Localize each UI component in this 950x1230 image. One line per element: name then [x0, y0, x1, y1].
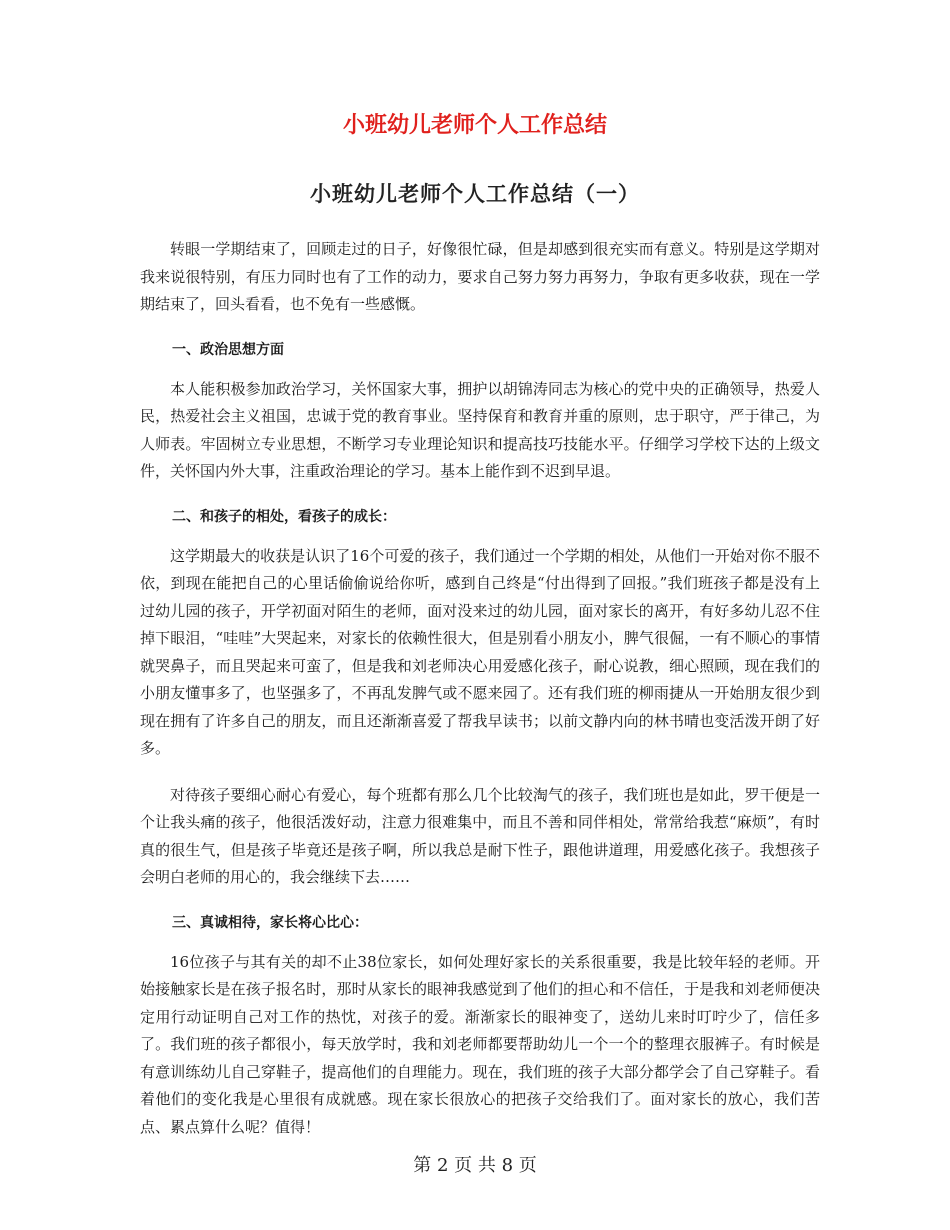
document-body: [140, 236, 820, 1160]
politics-paragraph: 本人能积极参加政治学习，关怀国家大事，拥护以胡锦涛同志为核心的党中央的正确领导，热爱人民，热爱社会主义祖国，忠诚于党的教育事业。坚持保育和教育并重的原则，忠于职守，严于律己，为人师表。牢固树立专业思想，不断学习专业理论知识和提高技巧技能水平。仔细学习学校下达的上级文件，关怀国内外大事，注重政治理论的学习。基本上能作到不迟到早退。: [140, 379, 820, 480]
children-paragraph-2: 对待孩子要细心耐心有爱心，每个班都有那么几个比较淘气的孩子，我们班也是如此，罗干便是一个让我头痛的孩子，他很活泼好动，注意力很难集中，而且不善和同伴相处，常常给我惹“麻烦”，有时真的很生气，但是孩子毕竟还是孩子啊，所以我总是耐下性子，跟他讲道理，用爱感化孩子。我想孩子会明白老师的用心的，我会继续下去……: [140, 785, 820, 886]
intro-paragraph: 转眼一学期结束了，回顾走过的日子，好像很忙碌，但是却感到很充实而有意义。特别是这学期对我来说很特别，有压力同时也有了工作的动力，要求自己努力努力再努力，争取有更多收获，现在一学期结束了，回头看看，也不免有一些感慨。: [140, 240, 820, 313]
document-title: 小班幼儿老师个人工作总结: [342, 113, 607, 138]
section-heading-parents: 三、真诚相待，家长将心比心：: [172, 914, 368, 931]
children-paragraph-1: 这学期最大的收获是认识了16个可爱的孩子，我们通过一个学期的相处，从他们一开始对你不服不依，到现在能把自己的心里话偷偷说给你听，感到自己终是“付出得到了回报。”我们班孩子都是没有上过幼儿园的孩子，开学初面对陌生的老师，面对没来过的幼儿园，面对家长的离开，有好多幼儿忍不住掉下眼泪，“哇哇”大哭起来，对家长的依赖性很大，但是别看小朋友小，脾气很倔，一有不顺心的事情就哭鼻子，而且哭起来可蛮了，但是我和刘老师决心用爱感化孩子，耐心说教，细心照顾，现在我们的小朋友懂事多了，也坚强多了，不再乱发脾气或不愿来园了。还有我们班的柳雨捷从一开始朋友很少到现在拥有了许多自己的朋友，而且还渐渐喜爱了帮我早读书；以前文静内向的林书晴也变活泼开朗了好多。: [140, 546, 820, 757]
document-subtitle: 小班幼儿老师个人工作总结（一）: [310, 181, 640, 206]
section-heading-children: 二、和孩子的相处，看孩子的成长：: [172, 508, 396, 525]
section-heading-politics: 一、政治思想方面: [172, 341, 284, 358]
page-number-footer: 第 2 页 共 8 页: [413, 1155, 537, 1176]
parents-paragraph: 16位孩子与其有关的却不止38位家长，如何处理好家长的关系很重要，我是比较年轻的老师。开始接触家长是在孩子报名时，那时从家长的眼神我感觉到了他们的担心和不信任，于是我和刘老师便决定用行动证明自己对工作的热忱，对孩子的爱。渐渐家长的眼神变了，送幼儿来时叮咛少了，信任多了。我们班的孩子都很小，每天放学时，我和刘老师都要帮助幼儿一个一个的整理衣服裤子。有时候是有意训练幼儿自己穿鞋子，提高他们的自理能力。现在，我们班的孩子大部分都学会了自己穿鞋子。看着他们的变化我是心里很有成就感。现在家长很放心的把孩子交给我们了。面对家长的放心，我们苦点、累点算什么呢？值得！: [140, 952, 820, 1136]
